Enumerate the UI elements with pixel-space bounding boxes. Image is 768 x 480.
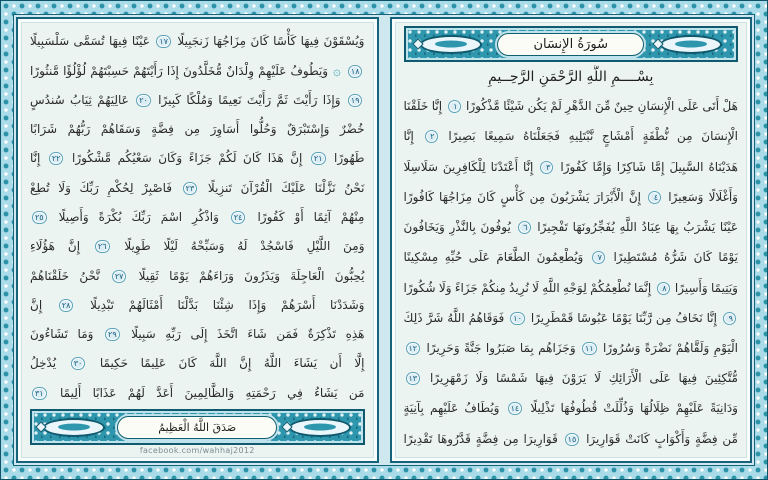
verse-number-badge: ٦ (518, 221, 531, 234)
quran-line (30, 380, 365, 407)
verse-text: مَن يَشَاءُ فِي رَحْمَتِهِ وَالظَّالِمِينَ أَعَدَّ لَهُمْ عَذَابًا أَلِيمًا (59, 385, 365, 400)
verse-text: يُدْخِلُ (30, 356, 57, 371)
verse-text: يَوْمًا كَانَ شَرُّهُ مُسْتَطِيرًا (613, 250, 738, 265)
quran-line (30, 87, 365, 114)
quran-line (404, 395, 739, 422)
verse-text: وَيُطَافُ عَلَيْهِم بِآنِيَةٍ (403, 401, 500, 416)
verse-text: وَشَدَدْنَا أَسْرَهُمْ وَإِذَا شِئْنَا بَدَّلْنَا أَمْثَالَهُمْ تَبْدِيلًا (90, 297, 365, 312)
quran-line (30, 175, 365, 202)
verse-text: وَإِذَا رَأَيْتَ ثَمَّ رَأَيْتَ نَعِيمًا وَمُلْكًا كَبِيرًا (158, 92, 341, 107)
verse-number-badge: ١٧ (156, 35, 171, 48)
verse-number-badge: ٢٤ (231, 211, 246, 224)
verse-number-badge: ١٠ (510, 312, 525, 325)
verse-text: نَحْنُ نَزَّلْنَا عَلَيْكَ الْقُرْآنَ تَنزِيلًا (207, 180, 365, 195)
quran-line (30, 145, 365, 172)
pages-area (13, 14, 755, 466)
verse-text: إِنَّا (403, 129, 414, 144)
left-page (16, 17, 379, 463)
verse-text: الْإِنسَانَ مِن نُّطْفَةٍ أَمْشَاجٍ نَّبْتَلِيهِ فَجَعَلْنَاهُ سَمِيعًا بَصِيرًا (448, 129, 738, 144)
verse-text: إِنَّمَا نُطْعِمُكُمْ لِوَجْهِ اللَّهِ لَا نُرِيدُ مِنكُمْ جَزَاءً وَلَا شُكُورًا (403, 280, 652, 295)
cartouche-ornament-left (410, 35, 491, 54)
verse-text: هَلْ أَتَى عَلَى الْإِنسَانِ حِينٌ مِّنَ الدَّهْرِ لَمْ يَكُن شَيْئًا مَّذْكُورًا (465, 99, 738, 114)
verse-number-badge: ٢٢ (49, 152, 64, 165)
surah-header-cartouche (404, 26, 739, 62)
quran-line (30, 204, 365, 231)
verse-number-badge: ٢٥ (32, 211, 47, 224)
verse-text: إِنَّ الْأَبْرَارَ يَشْرَبُونَ مِن كَأْسٍ كَانَ مِزَاجُهَا كَافُورًا (403, 189, 641, 204)
verse-number-badge: ١٩ (348, 94, 363, 107)
verse-number-badge: ١ (448, 100, 461, 113)
verse-text: خُضْرٌ وَإِسْتَبْرَقٌ وَحُلُّوا أَسَاوِرَ مِن فِضَّةٍ وَسَقَاهُمْ رَبُّهُمْ شَرَابًا (30, 122, 365, 137)
verse-text: عَالِيَهُمْ ثِيَابُ سُندُسٍ (30, 92, 129, 107)
quran-line (404, 335, 739, 362)
quran-line (30, 116, 365, 143)
sadaqallah-text: صَدَقَ اللَّهُ الْعَظِيمُ (158, 420, 237, 434)
verse-number-badge: ٢٧ (112, 270, 127, 283)
cartouche-ornament-right (283, 418, 357, 437)
quran-line (30, 263, 365, 290)
verse-number-badge: ١٨ (348, 65, 363, 78)
verse-text: هَدَيْنَاهُ السَّبِيلَ إِمَّا شَاكِرًا وَإِمَّا كَفُورًا (560, 159, 738, 174)
verse-text: مُّتَّكِئِينَ فِيهَا عَلَى الْأَرَائِكِ لَا يَرَوْنَ فِيهَا شَمْسًا وَلَا زَمْهَرِيرًا (429, 371, 738, 386)
verse-number-badge: ٢ (425, 130, 438, 143)
hizb-mark-icon: ۞ (333, 63, 341, 79)
verse-number-badge: ١٢ (406, 342, 421, 355)
verse-number-badge: ٢١ (311, 152, 326, 165)
verse-text: عَيْنًا يَشْرَبُ بِهَا عِبَادُ اللَّهِ يُفَجِّرُونَهَا تَفْجِيرًا (537, 220, 738, 235)
quran-line (30, 233, 365, 260)
verse-text: وَيُطْعِمُونَ الطَّعَامَ عَلَى حُبِّهِ مِسْكِينًا (403, 250, 584, 265)
verse-text: فَوَقَاهُمُ اللَّهُ شَرَّ ذَلِكَ (403, 310, 505, 325)
verse-number-badge: ١٣ (406, 372, 421, 385)
verse-number-badge: ٣٠ (71, 357, 86, 370)
verse-text: إِنَّا نَخَافُ مِن رَّبِّنَا يَوْمًا عَبُوسًا قَمْطَرِيرًا (530, 310, 717, 325)
verse-number-badge: ٤ (648, 191, 661, 204)
footer-panel (117, 416, 277, 439)
quran-line (404, 426, 739, 453)
quran-line (30, 321, 365, 348)
verse-text: إِنَّ (30, 297, 43, 312)
quran-line (30, 292, 365, 319)
quran-line (404, 184, 739, 211)
verse-text: وَاذْكُرِ اسْمَ رَبِّكَ بُكْرَةً وَأَصِيلًا (58, 209, 219, 224)
right-page (390, 17, 753, 463)
verse-text: وَيُسْقَوْنَ فِيهَا كَأْسًا كَانَ مِزَاجُهَا زَنجَبِيلًا (177, 34, 365, 49)
verse-text: طَهُورًا (334, 151, 365, 166)
verse-text: فَاصْبِرْ لِحُكْمِ رَبِّكَ وَلَا تُطِعْ (30, 180, 172, 195)
verse-text: وَيَطُوفُ عَلَيْهِمْ وِلْدَانٌ مُّخَلَّدُونَ إِذَا رَأَيْتَهُمْ حَسِبْتَهُمْ لُؤْلُؤًا مَّنثُورًا (30, 63, 329, 78)
medallion-icon (289, 418, 351, 437)
verse-text: وَأَغْلَالًا وَسَعِيرًا (668, 189, 738, 204)
verse-text: إِنَّا أَعْتَدْنَا لِلْكَافِرِينَ سَلَاسِلَا (403, 159, 534, 174)
quran-line (30, 58, 365, 85)
left-page-text (30, 26, 365, 409)
basmala: بِسْــــمِ اللَّهِ الرَّحْمَنِ الرَّحِــيمِ (488, 69, 654, 85)
quran-line (404, 275, 739, 302)
verse-number-badge: ٧ (592, 251, 605, 264)
right-page-text (404, 90, 739, 456)
cartouche-ornament-right (650, 35, 731, 54)
quran-line (404, 214, 739, 241)
verse-text: يُحِبُّونَ الْعَاجِلَةَ وَيَذَرُونَ وَرَاءَهُمْ يَوْمًا ثَقِيلًا (138, 268, 365, 283)
verse-text: إِنَّا (30, 151, 41, 166)
verse-number-badge: ٢٠ (136, 94, 151, 107)
verse-text: إِنَّ هَؤُلَاءِ (30, 239, 81, 254)
verse-text: قَوَارِيرَا مِن فِضَّةٍ قَدَّرُوهَا تَقْدِيرًا (403, 431, 558, 446)
verse-text: نَّحْنُ خَلَقْنَاهُمْ (30, 268, 100, 283)
verse-text: إِنَّ هَذَا كَانَ لَكُمْ جَزَاءً وَكَانَ سَعْيُكُم مَّشْكُورًا (72, 151, 303, 166)
verse-text: وَمِنَ اللَّيْلِ فَاسْجُدْ لَهُ وَسَبِّحْهُ لَيْلًا طَوِيلًا (124, 239, 365, 254)
verse-text: مِّن فِضَّةٍ وَأَكْوَابٍ كَانَتْ قَوَارِيرَا (586, 431, 738, 446)
verse-text: وَيَتِيمًا وَأَسِيرًا (674, 280, 738, 295)
quran-line (404, 123, 739, 150)
verse-number-badge: ٣١ (32, 387, 47, 400)
verse-number-badge: ١٤ (508, 402, 523, 415)
verse-text: عَيْنًا فِيهَا تُسَمَّى سَلْسَبِيلًا (30, 34, 150, 49)
quran-line (404, 154, 739, 181)
verse-text: وَجَزَاهُم بِمَا صَبَرُوا جَنَّةً وَحَرِيرًا (426, 340, 576, 355)
verse-text: إِلَّا أَن يَشَاءَ اللَّهُ إِنَّ اللَّهَ كَانَ عَلِيمًا حَكِيمًا (99, 356, 365, 371)
quran-line (404, 365, 739, 392)
verse-text: وَمَا تَشَاءُونَ (30, 327, 94, 342)
verse-number-badge: ١٥ (565, 433, 580, 446)
quran-line (30, 350, 365, 377)
watermark: facebook.com/wahhaj2012 (139, 446, 255, 455)
verse-number-badge: ٨ (657, 282, 670, 295)
surah-title-panel (497, 33, 644, 56)
surah-title: سُورَةُ الإِنسَان (533, 36, 609, 52)
verse-number-badge: ٣ (540, 161, 553, 174)
cartouche-ornament-left (37, 418, 111, 437)
verse-text: مِنْهُمْ آثِمًا أَوْ كَفُورًا (257, 209, 365, 224)
quran-line (404, 93, 739, 120)
medallion-icon (420, 35, 482, 54)
verse-number-badge: ٩ (723, 312, 736, 325)
quran-line (404, 244, 739, 271)
quran-line (30, 28, 365, 55)
verse-text: وَدَانِيَةً عَلَيْهِمْ ظِلَالُهَا وَذُلِّلَتْ قُطُوفُهَا تَذْلِيلًا (530, 401, 738, 416)
verse-text: يُوفُونَ بِالنَّذْرِ وَيَخَافُونَ (403, 220, 511, 235)
verse-text: هَذِهِ تَذْكِرَةٌ فَمَن شَاءَ اتَّخَذَ إِلَى رَبِّهِ سَبِيلًا (131, 327, 365, 342)
verse-number-badge: ٢٩ (105, 328, 120, 341)
verse-number-badge: ١١ (582, 342, 597, 355)
quran-line (404, 305, 739, 332)
footer-cartouche (30, 409, 365, 445)
medallion-icon (43, 418, 105, 437)
verse-text: الْيَوْمِ وَلَقَّاهُمْ نَضْرَةً وَسُرُورًا (603, 340, 738, 355)
verse-number-badge: ٢٨ (59, 299, 74, 312)
medallion-icon (660, 35, 722, 54)
verse-number-badge: ٢٣ (183, 182, 198, 195)
verse-text: إِنَّا خَلَقْنَا (403, 99, 443, 114)
verse-number-badge: ٢٦ (95, 240, 110, 253)
